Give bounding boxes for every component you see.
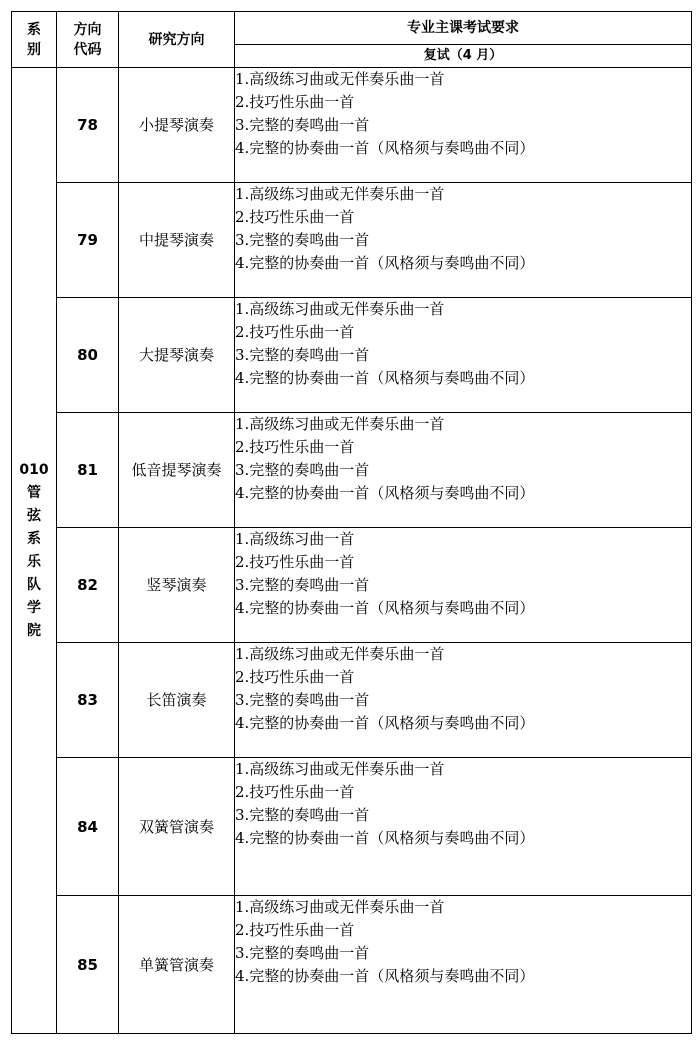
- header-requirements: 专业主课考试要求: [235, 12, 692, 45]
- table-row: [12, 298, 692, 413]
- research-direction: 大提琴演奏: [119, 298, 235, 413]
- requirements-table: [11, 11, 692, 1034]
- research-direction: 双簧管演奏: [119, 758, 235, 896]
- requirement-item: 3.完整的奏鸣曲一首: [235, 231, 370, 249]
- requirement-list: [235, 643, 692, 758]
- header-department: [12, 12, 57, 68]
- department-line: 系: [27, 530, 41, 547]
- requirement-item: 4.完整的协奏曲一首（风格须与奏鸣曲不同）: [235, 139, 535, 157]
- department-line: 管: [27, 484, 41, 501]
- requirement-item: 1.高级练习曲或无伴奏乐曲一首: [235, 70, 445, 88]
- requirement-item: 2.技巧性乐曲一首: [235, 783, 355, 801]
- research-direction: 单簧管演奏: [119, 896, 235, 1034]
- requirement-item: 4.完整的协奏曲一首（风格须与奏鸣曲不同）: [235, 484, 535, 502]
- requirement-item: 2.技巧性乐曲一首: [235, 921, 355, 939]
- department-line: 弦: [27, 507, 41, 524]
- header-round: 复试（4 月）: [235, 45, 692, 68]
- header-code-line1: 方向: [73, 21, 102, 38]
- requirement-item: 2.技巧性乐曲一首: [235, 323, 355, 341]
- requirement-list: [235, 413, 692, 528]
- direction-code: 82: [57, 528, 119, 643]
- direction-code: 84: [57, 758, 119, 896]
- direction-code: 78: [57, 68, 119, 183]
- requirement-item: 4.完整的协奏曲一首（风格须与奏鸣曲不同）: [235, 599, 535, 617]
- research-direction: 低音提琴演奏: [119, 413, 235, 528]
- department-line: 010: [19, 461, 49, 478]
- header-direction: 研究方向: [119, 12, 235, 68]
- requirement-item: 1.高级练习曲或无伴奏乐曲一首: [235, 185, 445, 203]
- requirement-item: 2.技巧性乐曲一首: [235, 208, 355, 226]
- table-row: [12, 528, 692, 643]
- table-body: [12, 68, 692, 1034]
- requirement-item: 1.高级练习曲或无伴奏乐曲一首: [235, 760, 445, 778]
- requirement-item: 4.完整的协奏曲一首（风格须与奏鸣曲不同）: [235, 254, 535, 272]
- table-row: [12, 68, 692, 183]
- table-row: [12, 643, 692, 758]
- department-cell: [12, 68, 57, 1034]
- requirement-item: 2.技巧性乐曲一首: [235, 93, 355, 111]
- direction-code: 81: [57, 413, 119, 528]
- requirement-item: 4.完整的协奏曲一首（风格须与奏鸣曲不同）: [235, 714, 535, 732]
- requirement-item: 1.高级练习曲一首: [235, 530, 355, 548]
- research-direction: 小提琴演奏: [119, 68, 235, 183]
- research-direction: 竖琴演奏: [119, 528, 235, 643]
- requirement-item: 3.完整的奏鸣曲一首: [235, 116, 370, 134]
- requirement-item: 1.高级练习曲或无伴奏乐曲一首: [235, 300, 445, 318]
- requirement-item: 3.完整的奏鸣曲一首: [235, 576, 370, 594]
- direction-code: 85: [57, 896, 119, 1034]
- header-code-line2: 代码: [73, 41, 102, 58]
- requirement-list: [235, 68, 692, 183]
- research-direction: 长笛演奏: [119, 643, 235, 758]
- requirement-item: 2.技巧性乐曲一首: [235, 438, 355, 456]
- requirement-list: [235, 896, 692, 1034]
- requirement-item: 3.完整的奏鸣曲一首: [235, 346, 370, 364]
- requirement-item: 3.完整的奏鸣曲一首: [235, 806, 370, 824]
- requirement-item: 3.完整的奏鸣曲一首: [235, 691, 370, 709]
- department-line: 学: [27, 599, 41, 616]
- direction-code: 83: [57, 643, 119, 758]
- requirement-item: 3.完整的奏鸣曲一首: [235, 461, 370, 479]
- table-row: [12, 413, 692, 528]
- requirement-item: 2.技巧性乐曲一首: [235, 668, 355, 686]
- requirement-item: 4.完整的协奏曲一首（风格须与奏鸣曲不同）: [235, 829, 535, 847]
- department-line: 队: [27, 576, 41, 593]
- research-direction: 中提琴演奏: [119, 183, 235, 298]
- requirement-list: [235, 183, 692, 298]
- requirement-list: [235, 298, 692, 413]
- requirement-item: 3.完整的奏鸣曲一首: [235, 944, 370, 962]
- requirement-list: [235, 758, 692, 896]
- table-row: [12, 896, 692, 1034]
- department-line: 乐: [27, 553, 41, 570]
- table-row: [12, 183, 692, 298]
- requirement-item: 1.高级练习曲或无伴奏乐曲一首: [235, 645, 445, 663]
- requirement-item: 4.完整的协奏曲一首（风格须与奏鸣曲不同）: [235, 967, 535, 985]
- table-row: [12, 758, 692, 896]
- requirement-item: 4.完整的协奏曲一首（风格须与奏鸣曲不同）: [235, 369, 535, 387]
- header-code: [57, 12, 119, 68]
- requirement-item: 1.高级练习曲或无伴奏乐曲一首: [235, 898, 445, 916]
- requirement-list: [235, 528, 692, 643]
- direction-code: 80: [57, 298, 119, 413]
- header-department-line2: 别: [27, 41, 41, 58]
- requirement-item: 2.技巧性乐曲一首: [235, 553, 355, 571]
- header-department-line1: 系: [27, 21, 41, 38]
- department-line: 院: [27, 622, 41, 639]
- direction-code: 79: [57, 183, 119, 298]
- requirement-item: 1.高级练习曲或无伴奏乐曲一首: [235, 415, 445, 433]
